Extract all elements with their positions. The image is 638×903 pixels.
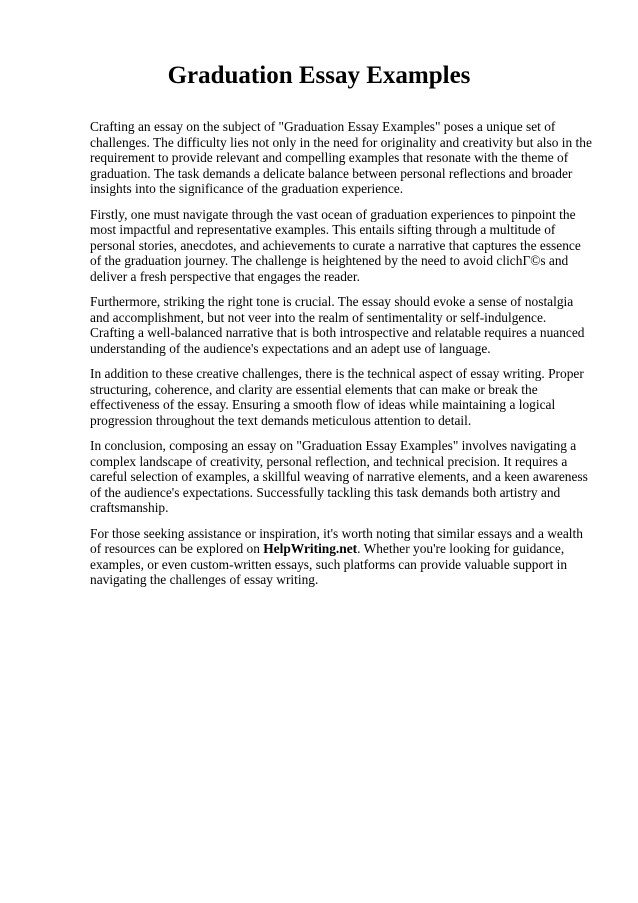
resources-text-after: . Whether you're looking for guidance, examples, or even custom-written essays, such platforms can provide valuable support in navigating the challenges of essay writing. xyxy=(90,541,568,587)
paragraph-conclusion: In conclusion, composing an essay on "Graduation Essay Examples" involves navigating a complex landscape of creativity, personal reflection, and technical precision. It requires a careful selection of examples, a skillful weaving of narrative elements, and a keen awareness of the audience's expectations. Successfully tackling this task demands both artistry and craftsmanship. xyxy=(90,438,588,515)
document-body xyxy=(90,119,592,598)
paragraph-intro: Crafting an essay on the subject of "Graduation Essay Examples" poses a unique set of challenges. The difficulty lies not only in the need for originality and creativity but also in the requirement to provide relevant and compelling examples that resonate with the theme of graduation. The task demands a delicate balance between personal reflections and broader insights into the significance of the graduation experience. xyxy=(90,119,592,196)
paragraph-firstly: Firstly, one must navigate through the vast ocean of graduation experiences to pinpoint the most impactful and representative examples. This entails sifting through a multitude of personal stories, anecdotes, and achievements to curate a narrative that captures the essence of the graduation journey. The challenge is heightened by the need to avoid clichΓ©s and deliver a fresh perspective that engages the reader. xyxy=(90,206,581,284)
document-title: Graduation Essay Examples xyxy=(167,62,471,89)
resources-text-before: For those seeking assistance or inspiration, it's worth noting that similar essays and a wealth of resources can be explored on xyxy=(90,525,583,556)
helpwriting-link[interactable]: HelpWriting.net xyxy=(263,541,358,556)
paragraph-technical: In addition to these creative challenges, there is the technical aspect of essay writing. Proper structuring, coherence, and clarity are essential elements that can make or break the effectiveness of the essay. Ensuring a smooth flow of ideas while maintaining a logical progression throughout the text demands meticulous attention to detail. xyxy=(90,366,584,428)
paragraph-furthermore: Furthermore, striking the right tone is crucial. The essay should evoke a sense of nostalgia and accomplishment, but not veer into the realm of sentimentality or self-indulgence. Crafting a well-balanced narrative that is both introspective and relatable requires a nuanced understanding of the audience's expectations and an adept use of language. xyxy=(90,294,585,356)
paragraph-resources xyxy=(90,526,592,588)
